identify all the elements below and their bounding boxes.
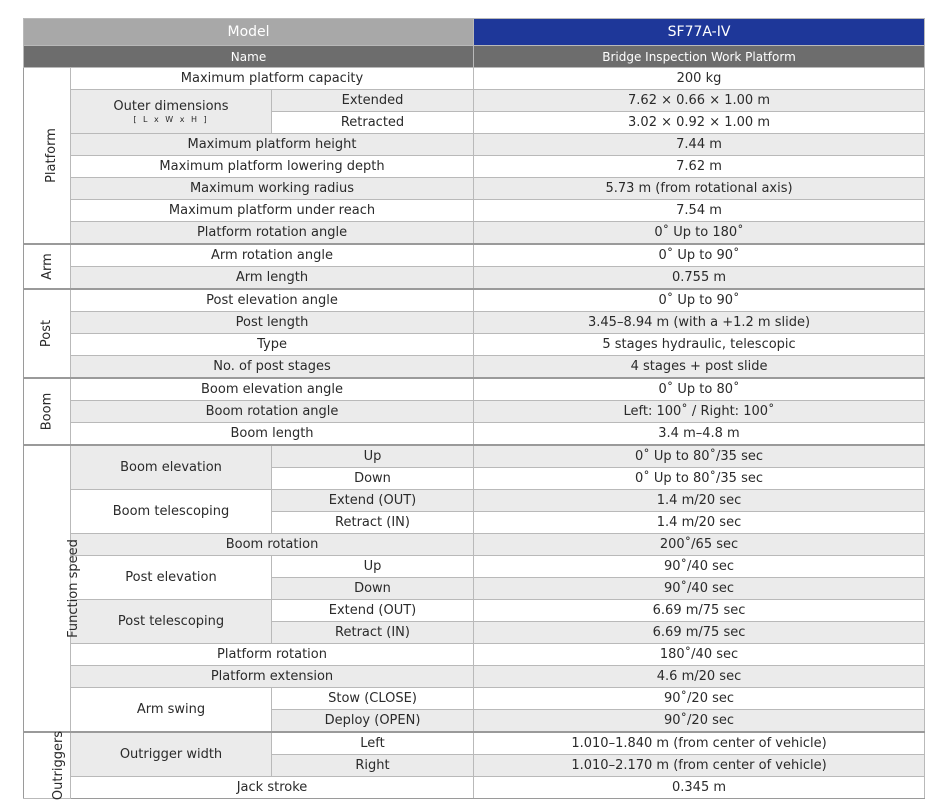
table-row <box>24 490 925 512</box>
spec-value: 7.44 m <box>474 134 925 156</box>
spec-label: Type <box>71 334 474 356</box>
table-row <box>24 356 925 379</box>
spec-value: 5 stages hydraulic, telescopic <box>474 334 925 356</box>
spec-value: 3.02 × 0.92 × 1.00 m <box>474 112 925 134</box>
table-row <box>24 644 925 666</box>
spec-group-label: Post telescoping <box>71 600 272 644</box>
table-row <box>24 178 925 200</box>
spec-sublabel: Retracted <box>272 112 474 134</box>
spec-sublabel: Retract (IN) <box>272 512 474 534</box>
spec-value: 6.69 m/75 sec <box>474 600 925 622</box>
table-row <box>24 666 925 688</box>
spec-group-label: Boom elevation <box>71 445 272 490</box>
spec-sublabel: Extend (OUT) <box>272 600 474 622</box>
header-row-name <box>24 46 925 68</box>
spec-value: Left: 100˚ / Right: 100˚ <box>474 401 925 423</box>
spec-label: Boom elevation angle <box>71 378 474 401</box>
spec-sublabel: Up <box>272 556 474 578</box>
model-value: SF77A-IV <box>474 19 925 46</box>
spec-value: 0˚ Up to 80˚/35 sec <box>474 468 925 490</box>
spec-label: Arm length <box>71 267 474 290</box>
spec-value: 1.010–1.840 m (from center of vehicle) <box>474 732 925 755</box>
table-row <box>24 200 925 222</box>
table-row <box>24 423 925 446</box>
table-row <box>24 68 925 90</box>
spec-value: 4.6 m/20 sec <box>474 666 925 688</box>
spec-value: 90˚/20 sec <box>474 688 925 710</box>
spec-group-label: Arm swing <box>71 688 272 733</box>
spec-label: Jack stroke <box>71 777 474 799</box>
table-row <box>24 732 925 755</box>
model-label: Model <box>24 19 474 46</box>
name-label: Name <box>24 46 474 68</box>
table-row <box>24 90 925 112</box>
spec-value: 200˚/65 sec <box>474 534 925 556</box>
spec-value: 0.345 m <box>474 777 925 799</box>
spec-sublabel: Down <box>272 578 474 600</box>
table-row <box>24 688 925 710</box>
spec-value: 200 kg <box>474 68 925 90</box>
spec-group-label: Outrigger width <box>71 732 272 777</box>
spec-value: 6.69 m/75 sec <box>474 622 925 644</box>
spec-value: 3.45–8.94 m (with a +1.2 m slide) <box>474 312 925 334</box>
spec-group-label: Post elevation <box>71 556 272 600</box>
spec-sublabel: Left <box>272 732 474 755</box>
spec-label: Platform rotation angle <box>71 222 474 245</box>
spec-value: 1.4 m/20 sec <box>474 512 925 534</box>
spec-label: Post elevation angle <box>71 289 474 312</box>
category-function-speed: Function speed <box>24 445 71 732</box>
table-row <box>24 267 925 290</box>
spec-label: Maximum platform under reach <box>71 200 474 222</box>
spec-value: 3.4 m–4.8 m <box>474 423 925 446</box>
table-row <box>24 534 925 556</box>
table-row <box>24 378 925 401</box>
spec-value: 0.755 m <box>474 267 925 290</box>
spec-value: 7.62 × 0.66 × 1.00 m <box>474 90 925 112</box>
spec-group-label: Outer dimensions [ L x W x H ] <box>71 90 272 134</box>
category-arm: Arm <box>24 244 71 289</box>
spec-label: Arm rotation angle <box>71 244 474 267</box>
table-row <box>24 777 925 799</box>
spec-value: 5.73 m (from rotational axis) <box>474 178 925 200</box>
spec-sublabel: Stow (CLOSE) <box>272 688 474 710</box>
spec-label: Maximum working radius <box>71 178 474 200</box>
table-row <box>24 244 925 267</box>
spec-value: 0˚ Up to 180˚ <box>474 222 925 245</box>
spec-value: 7.54 m <box>474 200 925 222</box>
spec-value: 90˚/40 sec <box>474 578 925 600</box>
category-platform: Platform <box>24 68 71 245</box>
table-row <box>24 401 925 423</box>
table-row <box>24 334 925 356</box>
spec-value: 1.010–2.170 m (from center of vehicle) <box>474 755 925 777</box>
dimension-note: [ L x W x H ] <box>133 115 209 124</box>
spec-sublabel: Right <box>272 755 474 777</box>
category-boom: Boom <box>24 378 71 445</box>
spec-label: Maximum platform height <box>71 134 474 156</box>
spec-value: 4 stages + post slide <box>474 356 925 379</box>
name-value: Bridge Inspection Work Platform <box>474 46 925 68</box>
spec-value: 0˚ Up to 80˚ <box>474 378 925 401</box>
table-row <box>24 222 925 245</box>
table-row <box>24 156 925 178</box>
spec-label: Post length <box>71 312 474 334</box>
table-row <box>24 312 925 334</box>
spec-value: 0˚ Up to 90˚ <box>474 244 925 267</box>
spec-value: 7.62 m <box>474 156 925 178</box>
table-row <box>24 445 925 468</box>
spec-table <box>23 18 925 799</box>
spec-label: Boom rotation angle <box>71 401 474 423</box>
table-row <box>24 289 925 312</box>
spec-sublabel: Extend (OUT) <box>272 490 474 512</box>
spec-sublabel: Up <box>272 445 474 468</box>
spec-value: 0˚ Up to 80˚/35 sec <box>474 445 925 468</box>
category-post: Post <box>24 289 71 378</box>
spec-value: 90˚/20 sec <box>474 710 925 733</box>
spec-value: 180˚/40 sec <box>474 644 925 666</box>
spec-label: Boom length <box>71 423 474 446</box>
spec-value: 90˚/40 sec <box>474 556 925 578</box>
header-row-model <box>24 19 925 46</box>
spec-label: Platform extension <box>71 666 474 688</box>
spec-group-label: Boom telescoping <box>71 490 272 534</box>
spec-label: No. of post stages <box>71 356 474 379</box>
spec-sublabel: Retract (IN) <box>272 622 474 644</box>
spec-sublabel: Down <box>272 468 474 490</box>
category-outriggers: Outriggers <box>24 732 71 799</box>
table-row <box>24 556 925 578</box>
spec-label: Boom rotation <box>71 534 474 556</box>
table-row <box>24 600 925 622</box>
spec-value: 0˚ Up to 90˚ <box>474 289 925 312</box>
spec-sublabel: Deploy (OPEN) <box>272 710 474 733</box>
spec-value: 1.4 m/20 sec <box>474 490 925 512</box>
spec-label: Maximum platform lowering depth <box>71 156 474 178</box>
spec-sublabel: Extended <box>272 90 474 112</box>
table-row <box>24 134 925 156</box>
spec-label: Maximum platform capacity <box>71 68 474 90</box>
spec-label: Platform rotation <box>71 644 474 666</box>
